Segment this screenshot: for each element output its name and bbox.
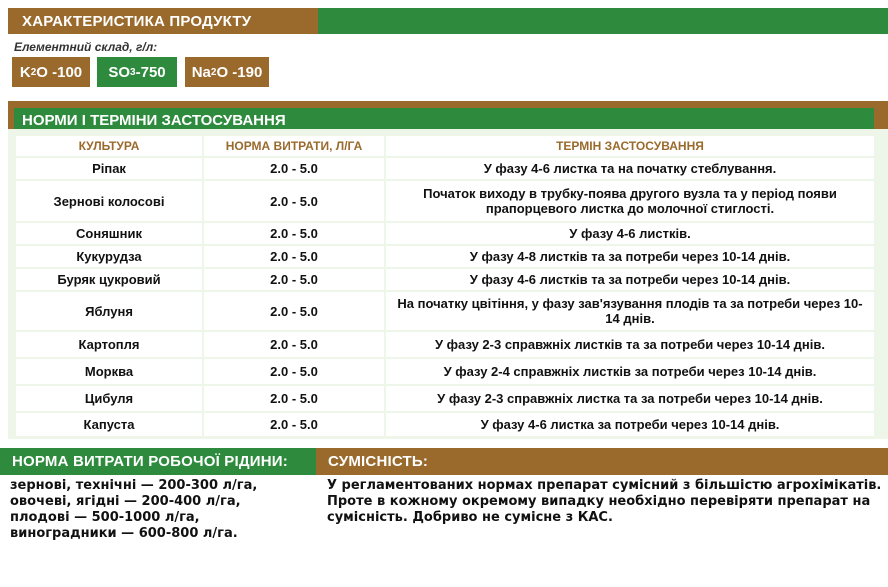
list-item: виноградники — 600-800 л/га. xyxy=(10,526,238,541)
crop-cell: Картопля xyxy=(15,331,203,358)
term-cell: У фазу 4-8 листків та за потреби через 10-14 днів. xyxy=(385,245,875,268)
term-cell: У фазу 4-6 листка та на початку стеблування. xyxy=(385,157,875,180)
rate-cell: 2.0 - 5.0 xyxy=(203,157,385,180)
section-title-product-characteristics xyxy=(8,8,318,34)
norms-title: НОРМИ І ТЕРМІНИ ЗАСТОСУВАННЯ xyxy=(14,108,874,132)
rate-cell: 2.0 - 5.0 xyxy=(203,412,385,437)
crop-cell: Яблуня xyxy=(15,291,203,331)
rate-cell: 2.0 - 5.0 xyxy=(203,291,385,331)
rate-cell: 2.0 - 5.0 xyxy=(203,385,385,412)
composition-label: Елементний склад, г/л: xyxy=(14,40,158,54)
term-cell: Початок виходу в трубку-поява другого вузла та у період появи прапорцевого листка до молочної стиглості. xyxy=(385,180,875,222)
table-row xyxy=(15,291,875,331)
crop-cell: Соняшник xyxy=(15,222,203,245)
crop-cell: Морква xyxy=(15,358,203,385)
table-row xyxy=(15,245,875,268)
rate-cell: 2.0 - 5.0 xyxy=(203,245,385,268)
term-cell: У фазу 2-4 справжніх листків за потреби через 10-14 днів. xyxy=(385,358,875,385)
table-row xyxy=(15,412,875,437)
rate-cell: 2.0 - 5.0 xyxy=(203,331,385,358)
working-liquid-title: НОРМА ВИТРАТИ РОБОЧОЇ РІДИНИ: xyxy=(12,453,288,470)
term-cell: У фазу 4-6 листків та за потреби через 10-14 днів. xyxy=(385,268,875,291)
composition-chip-k2o: K 2 O -100 xyxy=(12,57,90,87)
compatibility-title-bar xyxy=(316,448,888,475)
rate-cell: 2.0 - 5.0 xyxy=(203,358,385,385)
crop-cell: Зернові колосові xyxy=(15,180,203,222)
crop-cell: Капуста xyxy=(15,412,203,437)
term-cell: У фазу 4-6 листка за потреби через 10-14 днів. xyxy=(385,412,875,437)
compatibility-text: У регламентованих нормах препарат сумісний з більшістю агрохімікатів. Проте в кожному окремому випадку необхідно перевіряти препарат на сумісність. Добриво не сумісне з КАС. xyxy=(327,478,882,525)
table-row xyxy=(15,157,875,180)
column-header-term: ТЕРМІН ЗАСТОСУВАННЯ xyxy=(385,135,875,157)
norms-table xyxy=(14,134,876,438)
term-cell: У фазу 2-3 справжніх листків та за потреби через 10-14 днів. xyxy=(385,331,875,358)
list-item: плодові — 500-1000 л/га, xyxy=(10,510,200,525)
table-row xyxy=(15,385,875,412)
table-row xyxy=(15,358,875,385)
table-row xyxy=(15,222,875,245)
crop-cell: Ріпак xyxy=(15,157,203,180)
table-row xyxy=(15,268,875,291)
norms-table-container xyxy=(8,129,888,439)
crop-cell: Цибуля xyxy=(15,385,203,412)
table-row xyxy=(15,331,875,358)
working-liquid-title-bar xyxy=(0,448,316,475)
composition-chip-so3: SO 3 -750 xyxy=(97,57,177,87)
list-item: зернові, технічні — 200-300 л/га, xyxy=(10,478,258,493)
table-row xyxy=(15,180,875,222)
compatibility-title: СУМІСНІСТЬ: xyxy=(328,453,429,470)
header-green-bar xyxy=(318,8,888,34)
list-item: овочеві, ягідні — 200-400 л/га, xyxy=(10,494,241,509)
rate-cell: 2.0 - 5.0 xyxy=(203,222,385,245)
crop-cell: Буряк цукровий xyxy=(15,268,203,291)
rate-cell: 2.0 - 5.0 xyxy=(203,180,385,222)
column-header-rate: НОРМА ВИТРАТИ, Л/ГА xyxy=(203,135,385,157)
product-characteristics-title: ХАРАКТЕРИСТИКА ПРОДУКТУ xyxy=(22,12,252,30)
term-cell: На початку цвітіння, у фазу зав'язування плодів та за потреби через 10-14 днів. xyxy=(385,291,875,331)
term-cell: У фазу 2-3 справжніх листка та за потреби через 10-14 днів. xyxy=(385,385,875,412)
composition-chip-na2o: Na 2 O -190 xyxy=(185,57,269,87)
rate-cell: 2.0 - 5.0 xyxy=(203,268,385,291)
table-header-row xyxy=(15,135,875,157)
term-cell: У фазу 4-6 листків. xyxy=(385,222,875,245)
column-header-crop: КУЛЬТУРА xyxy=(15,135,203,157)
working-liquid-list xyxy=(10,478,310,542)
crop-cell: Кукурудза xyxy=(15,245,203,268)
